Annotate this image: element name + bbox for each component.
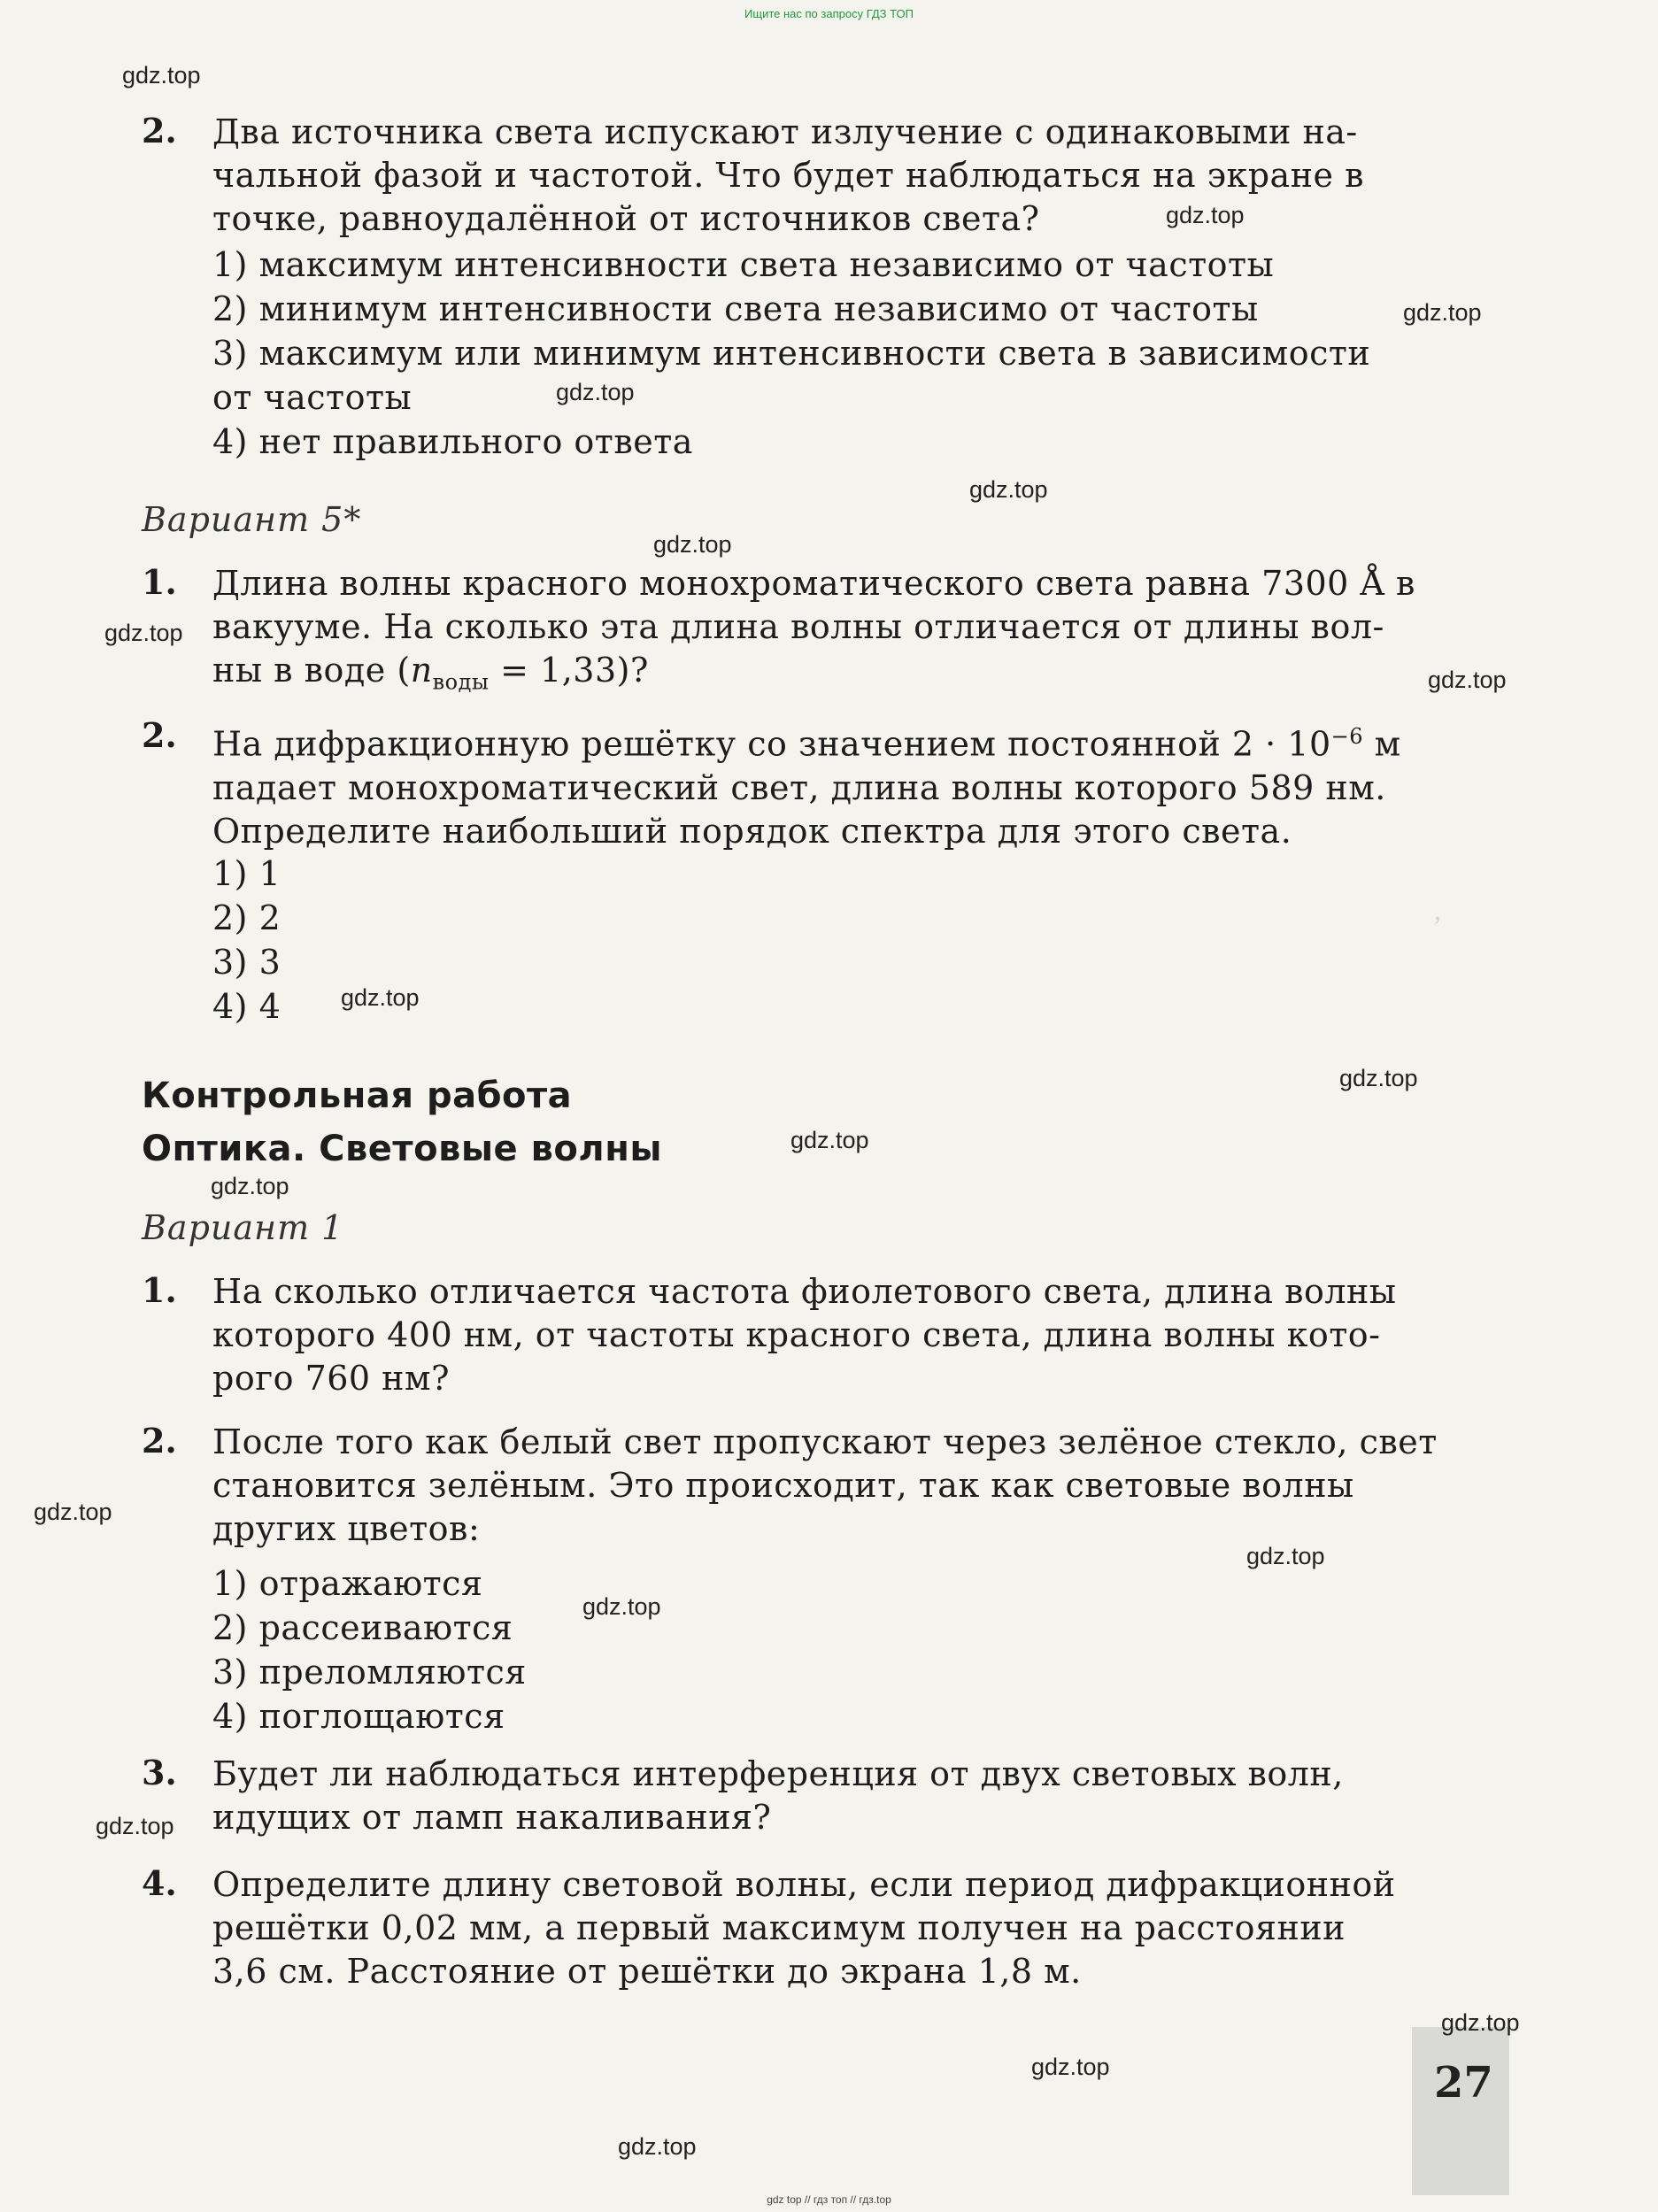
answer-option: 1) 1	[212, 854, 281, 893]
task-number: 3.	[142, 1753, 177, 1792]
task-number: 4.	[142, 1863, 177, 1903]
watermark-text: gdz.top	[96, 1813, 174, 1839]
text-fragment: ны в воде (	[212, 651, 411, 690]
watermark-text: gdz.top	[1166, 202, 1245, 228]
task-text	[212, 1421, 1496, 1551]
task-number: 1.	[142, 562, 177, 602]
task-line: вакууме. На сколько эта длина волны отличается от длины вол-	[212, 607, 1384, 646]
task-text	[212, 562, 1496, 705]
task-line: Определите длину световой волны, если период дифракционной	[212, 1865, 1396, 1904]
task-number: 2.	[142, 715, 177, 755]
text-fragment: = 1,33)?	[489, 651, 649, 690]
watermark-text: gdz.top	[122, 62, 201, 89]
watermark-text: gdz.top	[1246, 1543, 1325, 1569]
answer-option: 4) нет правильного ответа	[212, 422, 693, 461]
watermark-text: gdz.top	[34, 1499, 112, 1525]
page-number: 27	[1434, 2058, 1493, 2108]
answer-option: 2) рассеиваются	[212, 1608, 513, 1647]
task-line: которого 400 нм, от частоты красного света, длина волны кото-	[212, 1315, 1381, 1354]
watermark-text: gdz.top	[1403, 299, 1482, 326]
answer-option: 4) 4	[212, 987, 281, 1026]
answer-option: 3) 3	[212, 943, 281, 982]
task-line: точке, равноудалённой от источников света?	[212, 199, 1040, 238]
answer-option-continuation: от частоты	[212, 378, 413, 417]
watermark-text: gdz.top	[104, 620, 183, 646]
task-line: решётки 0,02 мм, а первый максимум получен на расстоянии	[212, 1908, 1346, 1947]
task-line	[212, 715, 1496, 767]
answer-option: 2) минимум интенсивности света независимо от частоты	[212, 289, 1259, 328]
task-line: После того как белый свет пропускают через зелёное стекло, свет	[212, 1422, 1438, 1461]
watermark-text: gdz.top	[1441, 2009, 1520, 2036]
task-line: рого 760 нм?	[212, 1359, 450, 1398]
task-line: идущих от ламп накаливания?	[212, 1798, 772, 1837]
text-fragment: м	[1363, 724, 1401, 764]
task-text	[212, 111, 1496, 241]
refraction-index-subscript: воды	[432, 669, 490, 695]
watermark-text: gdz.top	[969, 476, 1048, 503]
watermark-text: gdz.top	[211, 1173, 289, 1199]
answer-option: 4) поглощаются	[212, 1697, 505, 1736]
watermark-text: gdz.top	[582, 1593, 661, 1620]
answer-option: 2) 2	[212, 898, 281, 937]
task-line: Длина волны красного монохроматического света равна 7300 Å в	[212, 564, 1415, 603]
answer-option: 1) максимум интенсивности света независимо от частоты	[212, 245, 1275, 284]
watermark-text: gdz.top	[341, 984, 420, 1011]
bleed-through-mark: ,	[1434, 894, 1441, 926]
watermark-text: gdz.top	[556, 379, 635, 405]
answer-option: 3) максимум или минимум интенсивности света в зависимости	[212, 334, 1371, 373]
refraction-index-symbol: n	[410, 651, 433, 690]
task-line: На сколько отличается частота фиолетового света, длина волны	[212, 1272, 1397, 1311]
task-line: других цветов:	[212, 1509, 481, 1548]
top-banner-text: Ищите нас по запросу ГДЗ ТОП	[744, 7, 914, 20]
watermark-text: gdz.top	[1339, 1065, 1418, 1091]
variant-heading: Вариант 1	[142, 1208, 344, 1247]
exponent: −6	[1330, 724, 1364, 749]
task-line: Два источника света испускают излучение с одинаковыми на-	[212, 112, 1358, 151]
page-number-tab	[1412, 2027, 1509, 2195]
task-line: чальной фазой и частотой. Что будет наблюдаться на экране в	[212, 156, 1364, 195]
section-heading: Контрольная работа	[142, 1075, 573, 1116]
variant-heading: Вариант 5*	[142, 500, 362, 539]
watermark-text: gdz.top	[790, 1127, 869, 1153]
answer-option: 1) отражаются	[212, 1564, 483, 1603]
task-text	[212, 1863, 1496, 1993]
task-text	[212, 1753, 1496, 1839]
task-line: Определите наибольший порядок спектра для этого света.	[212, 811, 1292, 851]
text-fragment: На дифракционную решётку со значением постоянной 2 · 10	[212, 724, 1331, 764]
task-line: Будет ли наблюдаться интерференция от двух световых волн,	[212, 1754, 1344, 1793]
task-number: 1.	[142, 1270, 177, 1310]
section-subheading: Оптика. Световые волны	[142, 1129, 663, 1169]
task-line: становится зелёным. Это происходит, так как световые волны	[212, 1466, 1354, 1505]
task-line: падает монохроматический свет, длина волны которого 589 нм.	[212, 767, 1386, 807]
bottom-banner-text: gdz top // гдз топ // гдз.top	[767, 2193, 891, 2206]
task-line: 3,6 см. Расстояние от решётки до экрана 1,8 м.	[212, 1952, 1082, 1991]
task-line	[212, 649, 1496, 705]
watermark-text: gdz.top	[618, 2133, 697, 2160]
watermark-text: gdz.top	[1031, 2054, 1110, 2080]
task-number: 2.	[142, 1421, 177, 1461]
task-text	[212, 715, 1496, 853]
task-text	[212, 1270, 1496, 1400]
answer-option: 3) преломляются	[212, 1653, 527, 1692]
watermark-text: gdz.top	[653, 531, 732, 558]
task-number: 2.	[142, 111, 177, 150]
watermark-text: gdz.top	[1428, 667, 1507, 693]
